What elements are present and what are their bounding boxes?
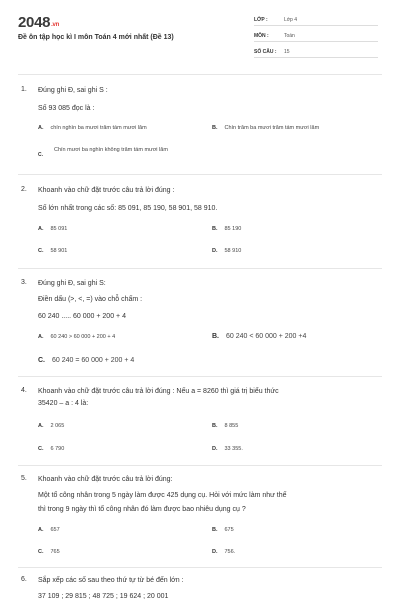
question-1-text: Số 93 085 đọc là :: [38, 105, 95, 112]
question-4-option-a[interactable]: A. 2 065: [38, 423, 65, 429]
question-6-number: 6.: [21, 576, 27, 583]
question-2-instruction: Khoanh vào chữ đặt trước câu trả lời đúng :: [38, 187, 175, 194]
question-3-option-a[interactable]: A. 60 240 > 60 000 + 200 + 4: [38, 334, 116, 340]
question-4-instruction: Khoanh vào chữ đặt trước câu trả lời đúng : Nếu a = 8260 thì giá trị biểu thức: [38, 388, 279, 395]
logo-suffix: .vn: [51, 22, 59, 28]
question-3-number: 3.: [21, 279, 27, 286]
question-6-instruction: Sắp xếp các số sau theo thứ tự từ bé đến lớn :: [38, 577, 184, 584]
question-2-option-b[interactable]: B. 85 190: [212, 226, 242, 232]
question-2-option-c[interactable]: C. 58 901: [38, 248, 68, 254]
question-5-text-line-2: thì trong 9 ngày thì tổ công nhân đó làm được bao nhiêu dụng cụ ?: [38, 506, 246, 513]
question-1-number: 1.: [21, 86, 27, 93]
meta-mon: [254, 30, 378, 42]
question-4-text: 35420 – a : 4 là:: [38, 400, 89, 407]
question-2-number: 2.: [21, 186, 27, 193]
question-3-instruction: Đúng ghi Đ, sai ghi S:: [38, 280, 106, 287]
meta-mon-value: Toán: [284, 33, 295, 39]
question-5-option-a[interactable]: A. 657: [38, 527, 60, 533]
question-5-number: 5.: [21, 475, 27, 482]
meta-mon-label: MÔN :: [254, 33, 269, 39]
question-2-option-a[interactable]: A. 85 091: [38, 226, 68, 232]
question-6-text: 37 109 ; 29 815 ; 48 725 ; 19 624 ; 20 001: [38, 593, 169, 600]
divider: [18, 465, 382, 466]
worksheet-header: [0, 0, 400, 66]
divider: [18, 567, 382, 568]
divider: [18, 74, 382, 75]
question-4-number: 4.: [21, 387, 27, 394]
question-2-text: Số lớn nhất trong các số: 85 091, 85 190, 58 901, 58 910.: [38, 205, 218, 212]
question-2-option-d[interactable]: D. 58 910: [212, 248, 242, 254]
question-5-instruction: Khoanh vào chữ đặt trước câu trả lời đúng:: [38, 476, 173, 483]
meta-lop-value: Lớp 4: [284, 17, 298, 23]
meta-lop: [254, 14, 378, 26]
question-3-option-c[interactable]: C. 60 240 = 60 000 + 200 + 4: [38, 357, 135, 364]
divider: [18, 174, 382, 175]
question-1-option-a[interactable]: A. chín nghìn ba mươi trăm tám mươi lăm: [38, 125, 147, 131]
page-title: Đề ôn tập học kì I môn Toán 4 mới nhất (Đề 13): [18, 34, 174, 41]
question-4-option-c[interactable]: C. 6 790: [38, 446, 65, 452]
question-1-instruction: Đúng ghi Đ, sai ghi S :: [38, 87, 108, 94]
question-1-option-c[interactable]: Chín mươi ba nghìn không trăm tám mươi lăm: [54, 147, 168, 153]
question-3-text: Điền dấu (>, <, =) vào chỗ chấm :: [38, 296, 143, 303]
question-5-option-b[interactable]: B. 675: [212, 527, 234, 533]
question-1-option-c-label[interactable]: C.: [38, 152, 43, 158]
site-logo[interactable]: 2048.vn: [18, 14, 59, 31]
question-1-option-b[interactable]: B. Chín trăm ba mươi trăm tám mươi lăm: [212, 125, 320, 131]
meta-socau-value: 15: [284, 49, 290, 55]
question-4-option-b[interactable]: B. 8 855: [212, 423, 239, 429]
divider: [18, 376, 382, 377]
question-3-option-b[interactable]: B. 60 240 < 60 000 + 200 +4: [212, 333, 307, 340]
meta-lop-label: LỚP :: [254, 17, 268, 23]
meta-socau: [254, 46, 378, 58]
question-3-expression: 60 240 ..... 60 000 + 200 + 4: [38, 313, 126, 320]
divider: [18, 268, 382, 269]
question-5-text-line-1: Một tổ công nhân trong 5 ngày làm được 425 dụng cụ. Hỏi với mức làm như thế: [38, 492, 287, 499]
question-5-option-d[interactable]: D. 756.: [212, 549, 236, 555]
question-5-option-c[interactable]: C. 765: [38, 549, 60, 555]
meta-socau-label: SỐ CÂU :: [254, 49, 277, 55]
question-4-option-d[interactable]: D. 33 355.: [212, 446, 243, 452]
